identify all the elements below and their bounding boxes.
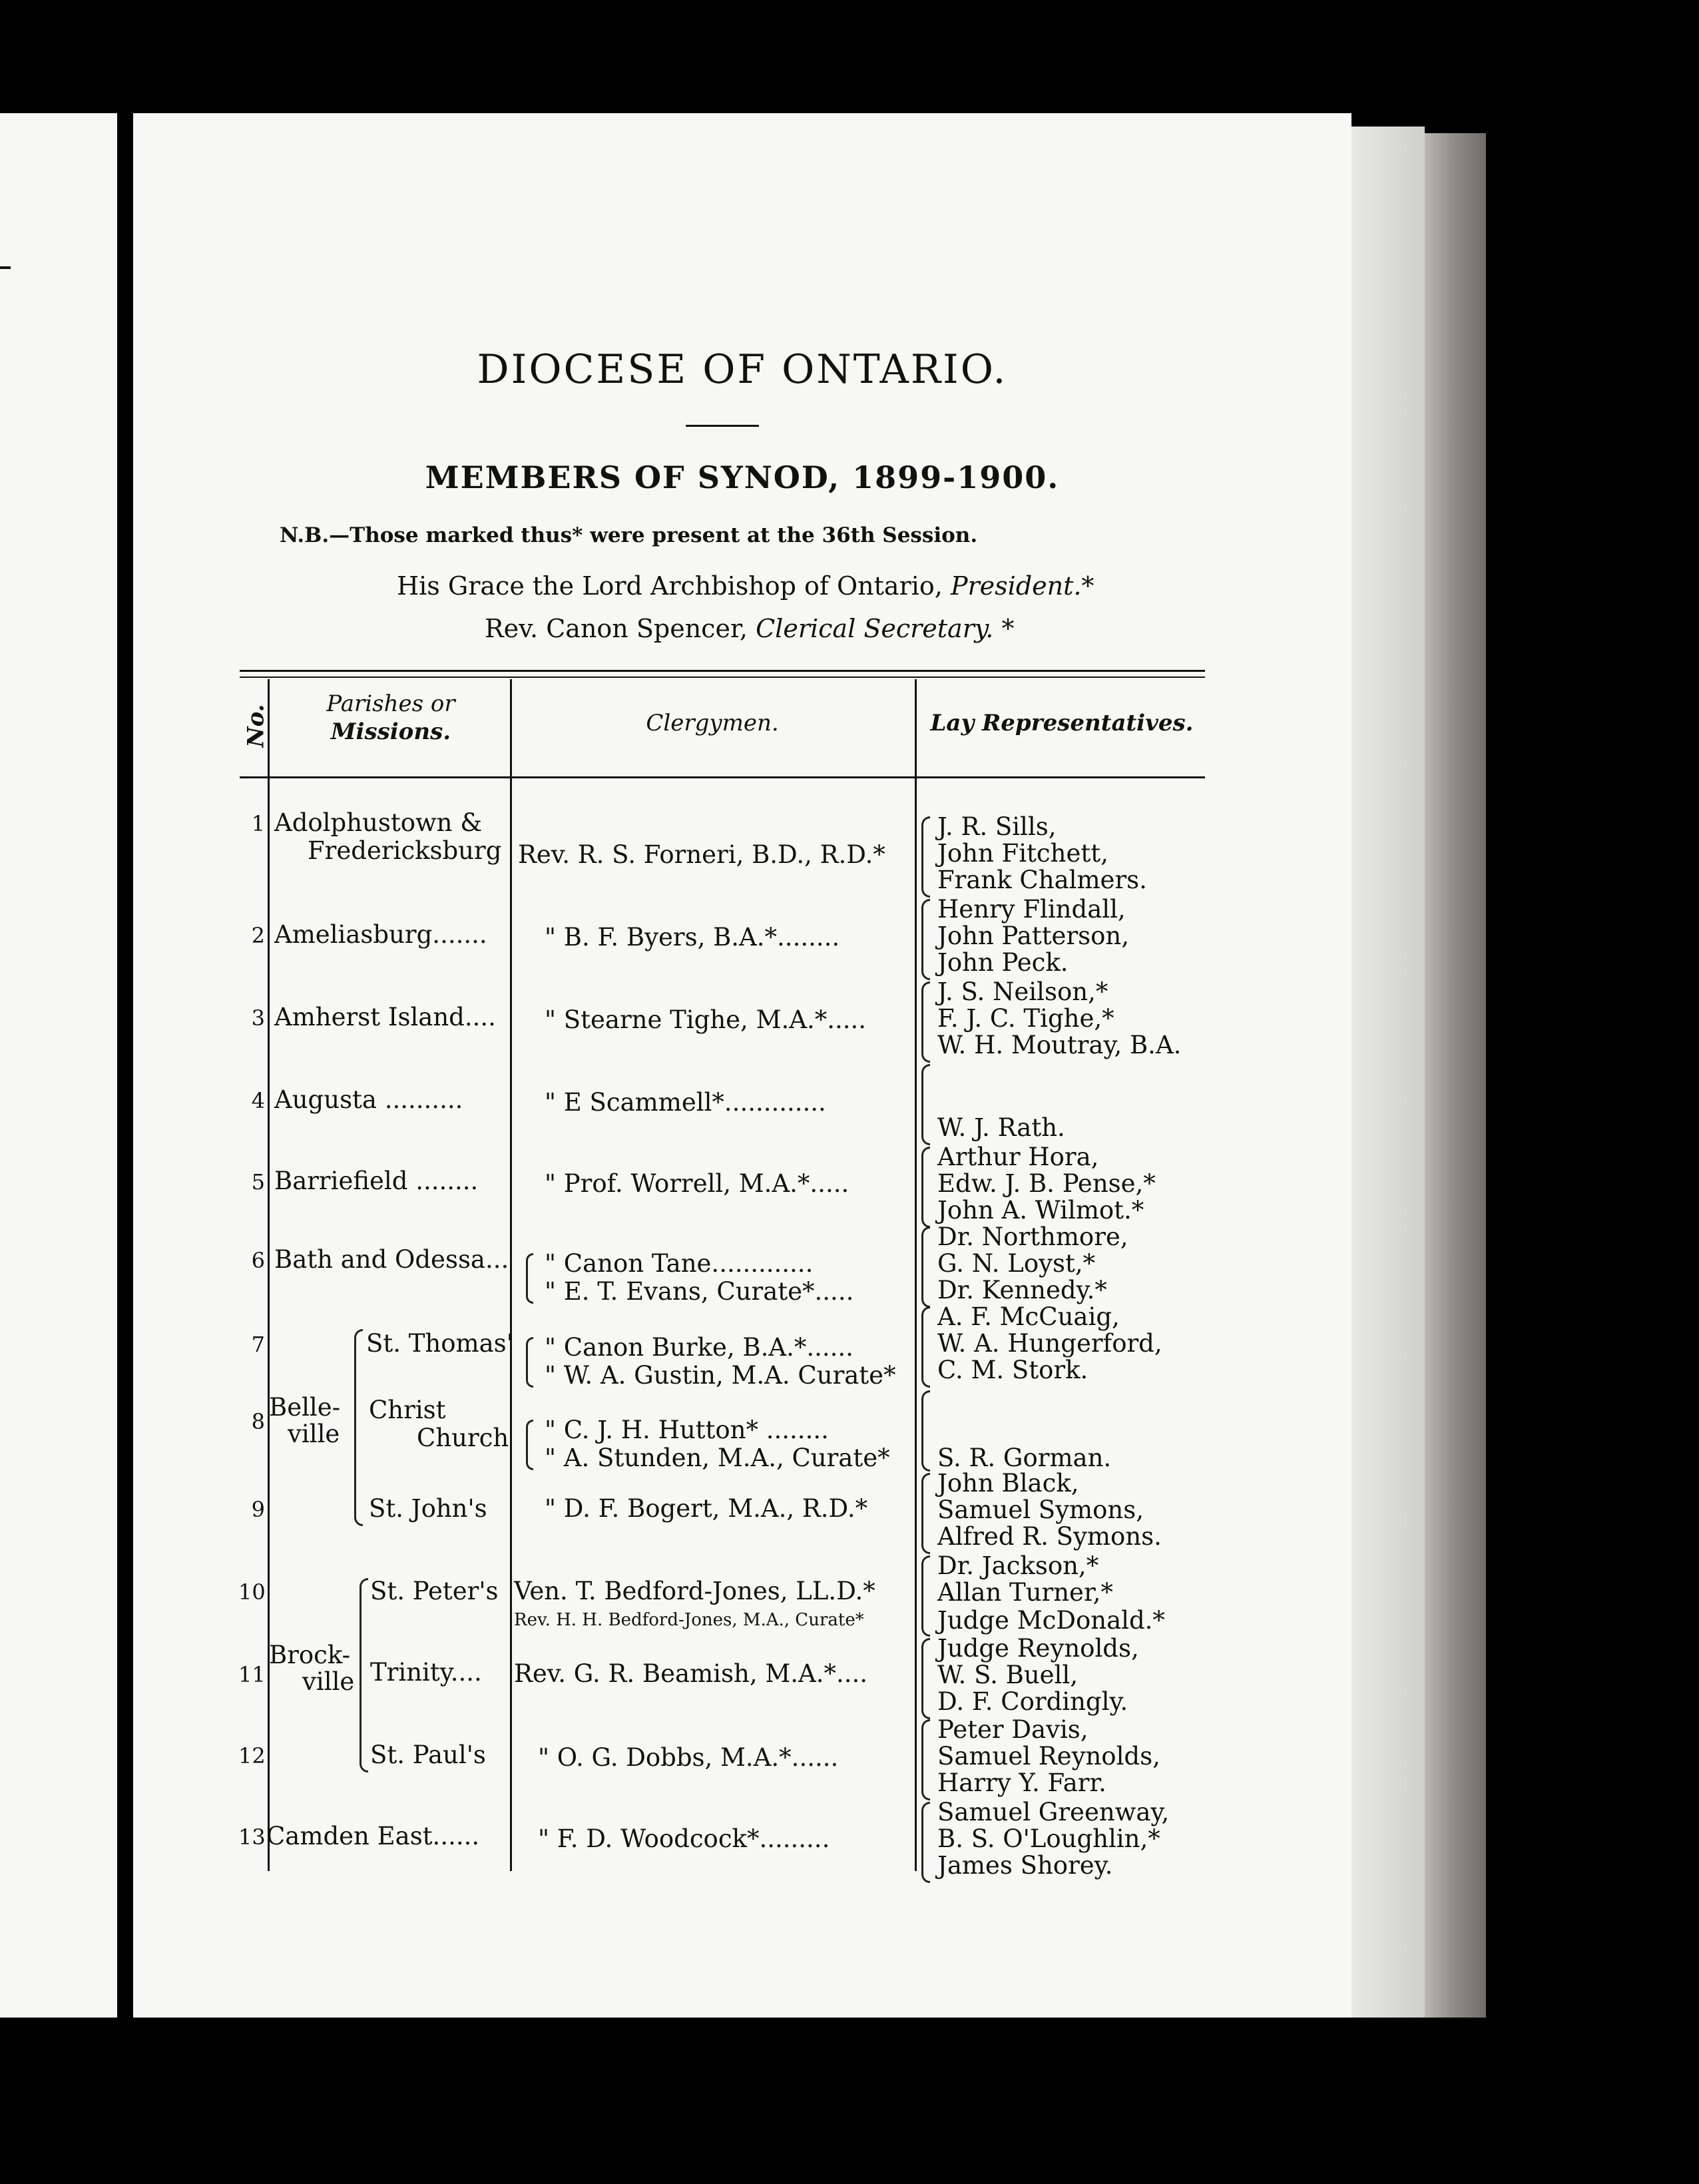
table-top-rule: [240, 670, 1205, 672]
lay-representative: A. F. McCuaig,: [937, 1302, 1120, 1331]
clergy-name: " E Scammell*.............: [545, 1088, 826, 1117]
lay-representative: Henry Flindall,: [937, 895, 1126, 924]
clergy-name: " Canon Tane.............: [545, 1249, 814, 1278]
page-title: DIOCESE OF ONTARIO.: [477, 346, 1008, 393]
page: [133, 113, 1351, 2018]
parish-name: Augusta ..........: [274, 1085, 463, 1114]
lay-representative: Arthur Hora,: [937, 1143, 1099, 1171]
lay-brace: [921, 899, 930, 980]
col-header-parishes: [274, 690, 507, 746]
belleville-brace: [354, 1329, 363, 1526]
parish-name: St. Paul's: [370, 1741, 486, 1769]
lay-representative: Samuel Reynolds,: [937, 1742, 1160, 1771]
parish-name: Trinity....: [370, 1658, 482, 1687]
president-line: [397, 571, 1094, 601]
brockville-label: [269, 1642, 354, 1695]
lay-representative: Dr. Jackson,*: [937, 1551, 1099, 1580]
lay-brace: [921, 981, 930, 1063]
lay-representative: Dr. Northmore,: [937, 1223, 1128, 1251]
col-header-parishes-2: Missions.: [330, 718, 451, 745]
lay-brace: [921, 816, 930, 898]
clergy-name: Rev. H. H. Bedford-Jones, M.A., Curate*: [514, 1610, 864, 1630]
lay-representative: J. R. Sills,: [937, 812, 1057, 841]
lay-representative: James Shorey.: [937, 1851, 1113, 1880]
row-number: 11: [238, 1662, 266, 1687]
lay-representative: Samuel Greenway,: [937, 1798, 1170, 1826]
lay-brace: [921, 1719, 930, 1800]
attendance-note: N.B.—Those marked thus* were present at the 36th Session.: [280, 523, 978, 547]
page-edge-dark: [1425, 133, 1486, 2018]
row-number: 3: [251, 1005, 265, 1031]
parish-name: Ameliasburg.......: [274, 920, 487, 949]
clergy-name: " Canon Burke, B.A.*......: [545, 1333, 853, 1362]
belleville-label-2: ville: [288, 1420, 340, 1448]
lay-representative: F. J. C. Tighe,*: [937, 1004, 1114, 1033]
left-page-edge: [0, 113, 117, 2018]
clergy-name: " Stearne Tighe, M.A.*.....: [545, 1005, 867, 1034]
lay-representative: W. H. Moutray, B.A.: [937, 1031, 1182, 1059]
clergy-name: " W. A. Gustin, M.A. Curate*: [545, 1361, 896, 1390]
lay-representative: Judge McDonald.*: [937, 1606, 1165, 1635]
lay-brace: [921, 1147, 930, 1228]
clergy-name: " F. D. Woodcock*.........: [538, 1824, 830, 1853]
parish-name: St. Thomas': [366, 1329, 513, 1358]
lay-representative: Samuel Symons,: [937, 1496, 1144, 1524]
col-rule-3: [915, 679, 917, 1871]
lay-representative: John Patterson,: [937, 922, 1129, 950]
brockville-brace: [360, 1578, 368, 1773]
row-number: 8: [251, 1409, 265, 1434]
lay-brace: [921, 1390, 930, 1472]
parish-name: St. John's: [369, 1494, 487, 1523]
parish-name: Barriefield ........: [274, 1167, 479, 1195]
clergy-brace: [526, 1337, 533, 1388]
lay-representative: Allan Turner,*: [937, 1578, 1113, 1607]
subtitle: MEMBERS OF SYNOD, 1899-1900.: [425, 459, 1060, 495]
clergy-name: Rev. G. R. Beamish, M.A.*....: [514, 1659, 868, 1688]
lay-representative: John Peck.: [937, 948, 1069, 977]
row-number: 7: [251, 1332, 265, 1357]
col-header-lay: Lay Representatives.: [930, 710, 1194, 736]
row-number: 5: [251, 1169, 265, 1195]
belleville-label-1: Belle-: [269, 1393, 341, 1422]
lay-representative: W. J. Rath.: [937, 1113, 1065, 1142]
lay-brace: [921, 1227, 930, 1308]
clergy-name: " Prof. Worrell, M.A.*.....: [545, 1169, 850, 1198]
lay-representative: C. M. Stork.: [937, 1356, 1089, 1384]
clergy-name: Rev. R. S. Forneri, B.D., R.D.*: [518, 840, 885, 869]
clergy-name: " C. J. H. Hutton* ........: [545, 1416, 829, 1444]
belleville-label: [269, 1394, 340, 1448]
lay-representative: W. A. Hungerford,: [937, 1329, 1162, 1358]
clergy-name: " A. Stunden, M.A., Curate*: [545, 1444, 890, 1472]
president-name: His Grace the Lord Archbishop of Ontario,: [397, 571, 943, 601]
brockville-label-2: ville: [302, 1667, 355, 1696]
row-number: 2: [251, 923, 265, 948]
lay-representative: Edw. J. B. Pense,*: [937, 1169, 1156, 1198]
lay-representative: John A. Wilmot.*: [937, 1196, 1144, 1225]
lay-representative: G. N. Loyst,*: [937, 1249, 1096, 1278]
table-top-rule-2: [240, 677, 1205, 678]
col-rule-2: [510, 679, 512, 1871]
lay-representative: Peter Davis,: [937, 1715, 1089, 1744]
lay-brace: [921, 1473, 930, 1554]
lay-representative: Dr. Kennedy.*: [937, 1276, 1107, 1304]
parish-name: Bath and Odessa...: [274, 1245, 509, 1274]
secretary-role: Clerical Secretary. *: [756, 614, 1015, 643]
row-number: 4: [251, 1088, 265, 1113]
lay-brace: [921, 1064, 930, 1145]
parish-name: Amherst Island....: [274, 1003, 496, 1031]
header-bottom-rule: [240, 776, 1205, 778]
lay-brace: [921, 1555, 930, 1637]
clergy-name: " O. G. Dobbs, M.A.*......: [538, 1743, 839, 1772]
lay-representative: B. S. O'Loughlin,*: [937, 1824, 1160, 1853]
lay-representative: John Black,: [937, 1469, 1079, 1498]
parish-name: Church: [417, 1424, 509, 1452]
lay-representative: John Fitchett,: [937, 839, 1108, 868]
parish-name: Camden East......: [266, 1822, 480, 1850]
president-role: President.*: [950, 571, 1094, 601]
secretary-line: [485, 614, 1014, 643]
lay-representative: Frank Chalmers.: [937, 866, 1147, 894]
row-number: 12: [238, 1743, 266, 1769]
row-number: 1: [251, 811, 265, 836]
col-header-no: No.: [242, 704, 270, 748]
lay-representative: Harry Y. Farr.: [937, 1769, 1106, 1797]
parish-name: St. Peter's: [370, 1577, 499, 1605]
clergy-name: " E. T. Evans, Curate*.....: [545, 1277, 854, 1306]
lay-representative: W. S. Buell,: [937, 1661, 1078, 1689]
title-rule: [686, 425, 759, 427]
clergy-name: " D. F. Bogert, M.A., R.D.*: [545, 1494, 868, 1523]
parish-name: Christ: [369, 1396, 446, 1424]
row-number: 13: [238, 1824, 266, 1850]
col-header-clergymen: Clergymen.: [646, 710, 779, 736]
lay-brace: [921, 1638, 930, 1719]
lay-representative: S. R. Gorman.: [937, 1444, 1112, 1472]
row-number: 9: [251, 1497, 265, 1522]
clergy-name: Ven. T. Bedford-Jones, LL.D.*: [514, 1577, 875, 1605]
parish-name: Adolphustown &: [274, 808, 483, 837]
clergy-brace: [526, 1253, 533, 1304]
brockville-label-1: Brock-: [269, 1641, 351, 1669]
parish-name: Fredericksburg: [308, 836, 502, 865]
page-edge-light: [1351, 127, 1425, 2018]
row-number: 10: [238, 1579, 266, 1605]
secretary-name: Rev. Canon Spencer,: [485, 614, 748, 643]
col-header-parishes-1: Parishes or: [326, 690, 455, 717]
lay-representative: Alfred R. Symons.: [937, 1522, 1162, 1551]
left-page-mark: [0, 266, 11, 269]
lay-brace: [921, 1306, 930, 1388]
lay-brace: [921, 1802, 930, 1883]
clergy-brace: [526, 1420, 533, 1470]
lay-representative: D. F. Cordingly.: [937, 1687, 1128, 1716]
row-number: 6: [251, 1248, 265, 1273]
lay-representative: J. S. Neilson,*: [937, 977, 1108, 1006]
lay-representative: Judge Reynolds,: [937, 1634, 1139, 1663]
clergy-name: " B. F. Byers, B.A.*........: [545, 923, 840, 952]
